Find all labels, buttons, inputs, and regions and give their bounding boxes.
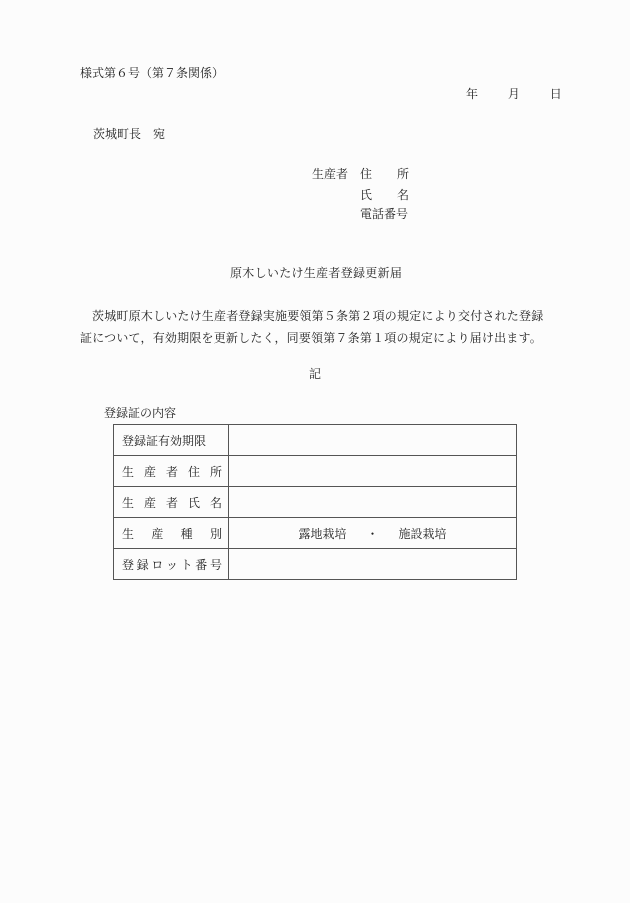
table-row — [114, 518, 517, 549]
date-day: 日 — [549, 87, 562, 101]
row-value-address[interactable] — [229, 456, 517, 487]
applicant-name-label: 氏 名 — [360, 188, 409, 202]
form-number: 様式第６号（第７条関係） — [80, 66, 225, 80]
option-outdoor[interactable]: 露地栽培 — [298, 526, 347, 541]
registration-table — [113, 424, 517, 580]
document-title: 原木しいたけ生産者登録更新届 — [230, 266, 403, 280]
row-value-lot-number[interactable] — [229, 549, 517, 580]
row-value-name[interactable] — [229, 487, 517, 518]
row-label-name: 生 産 者 氏 名 — [114, 487, 229, 518]
applicant-phone-label: 電話番号 — [360, 207, 409, 221]
row-label-type: 生 産 種 別 — [114, 518, 229, 549]
body-paragraph: 茨城町原木しいたけ生産者登録実施要領第５条第２項の規定により交付された登録証について，有効期限を更新したく，同要領第７条第１項の規定により届け出ます。 — [80, 309, 544, 345]
addressee-name: 茨城町長 — [93, 127, 142, 141]
option-separator: ・ — [366, 526, 379, 541]
date-line — [466, 87, 562, 101]
table-row — [114, 549, 517, 580]
row-value-expiry[interactable] — [229, 425, 517, 456]
row-label-lot-number: 登 録 ロ ッ ト 番 号 — [114, 549, 229, 580]
row-label-expiry: 登録証有効期限 — [114, 425, 229, 456]
row-value-type — [229, 518, 517, 549]
option-indoor[interactable]: 施設栽培 — [398, 526, 447, 541]
table-row — [114, 456, 517, 487]
section-label: 登録証の内容 — [104, 406, 177, 420]
date-month: 月 — [507, 87, 520, 101]
ki-heading: 記 — [309, 367, 322, 381]
addressee — [93, 127, 165, 141]
table-row — [114, 487, 517, 518]
row-label-address: 生 産 者 住 所 — [114, 456, 229, 487]
addressee-honorific: 宛 — [153, 127, 166, 141]
applicant-address-label: 住 所 — [360, 167, 409, 181]
table-row — [114, 425, 517, 456]
applicant-label: 生産者 — [312, 167, 349, 181]
date-year: 年 — [466, 87, 479, 101]
